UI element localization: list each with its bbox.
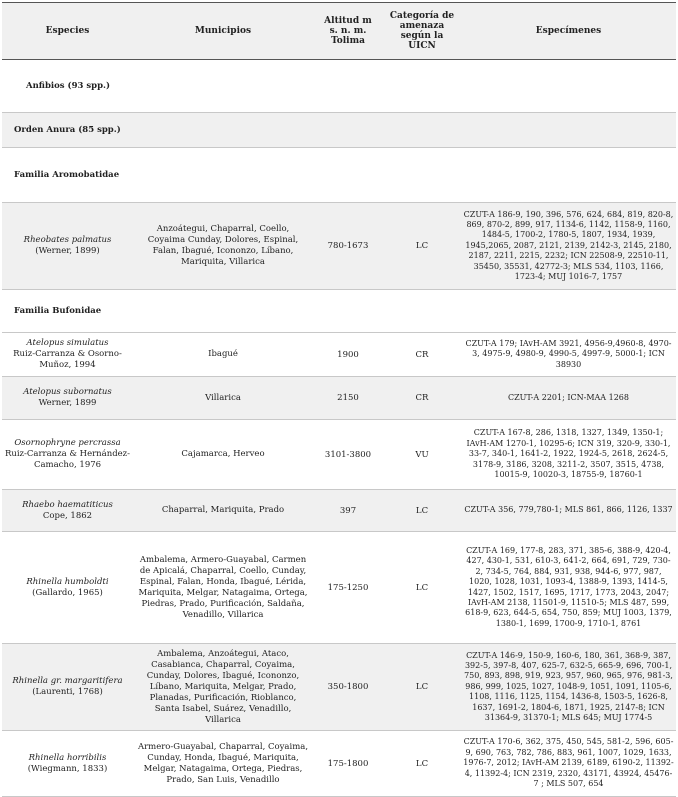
species-cell: [2, 644, 133, 731]
header-municipalities: Municipios: [133, 3, 313, 60]
section-title-bufonidae: Familia Bufonidae: [14, 306, 102, 316]
municipalities-cell: Anzoátegui, Chaparral, Coello, Coyaima Cunday, Dolores, Espinal, Falan, Ibagué, Icononzo, Líbano, Mariquita, Villarica: [133, 203, 313, 290]
header-specimens: Especímenes: [461, 3, 676, 60]
species-name: Rhaebo haematiticus: [22, 499, 113, 510]
species-cell: [2, 490, 133, 532]
species-cell: [2, 420, 133, 490]
table-row: [2, 731, 676, 797]
table-row: [2, 377, 676, 420]
altitude-cell: 780-1673: [313, 203, 383, 290]
municipalities-cell: Ambalema, Armero-Guayabal, Carmen de Apicalá, Chaparral, Coello, Cunday, Espinal, Falan, Honda, Ibagué, Lérida, Mariquita, Melgar, Natagaima, Ortega, Piedras, Prado, Purificación, Saldaña, Venadillo, Villarica: [138, 554, 308, 620]
specimens-cell: CZUT-A 356, 779,780-1; MLS 861, 866, 1126, 1337: [461, 490, 676, 532]
specimens-cell: CZUT-A 146-9, 150-9, 160-6, 180, 361, 368-9, 387, 392-5, 397-8, 407, 625-7, 632-5, 665-9, 696, 700-1, 750, 893, 898, 919, 923, 957, 960, 965, 976, 981-3, 986, 999, 1025, 1027, 1048-9, 1051, 1091, 1105-6, 1108, 1116, 1125, 1154, 1436-8, 1503-5, 1626-8, 1637, 1691-2, 1804-6, 1871, 1925, 2147-8; ICN 31364-9, 31370-1; MLS 645; MUJ 1774-5: [461, 644, 676, 731]
category-cell: LC: [383, 490, 461, 532]
section-title-order: Orden Anura (85 spp.): [2, 113, 676, 148]
specimens-cell: CZUT-A 186-9, 190, 396, 576, 624, 684, 819, 820-8, 869, 870-2, 899, 917, 1134-6, 1142, 1158-9, 1160, 1484-5, 1700-2, 1780-5, 1807, 1934, 1939, 1945,2065, 2087, 2121, 2139, 2142-3, 2145, 2180, 2187, 2211, 2215, 2232; ICN 22508-9, 22510-11, 35450, 35531, 42772-3; MLS 534, 1103, 1166, 1723-4; MUJ 1016-7, 1757: [461, 203, 676, 290]
specimens-cell: CZUT-A 2201; ICN-MAA 1268: [461, 377, 676, 420]
species-author: Ruiz-Carranza & Osorno-Muñoz, 1994: [13, 349, 122, 370]
category-cell: VU: [415, 449, 429, 460]
specimens-cell: CZUT-A 167-8, 286, 1318, 1327, 1349, 1350-1; IAvH-AM 1270-1, 10295-6; ICN 319, 320-9, 330-1, 33-7, 340-1, 1641-2, 1922, 1924-5, 2618, 2624-5, 3178-9, 3186, 3208, 3211-2, 3507, 3515, 4738, 10015-9, 10020-3, 18755-9, 18760-1: [466, 428, 671, 480]
altitude-cell: 175-1250: [327, 582, 369, 593]
section-row-bufonidae: [2, 290, 676, 333]
altitude-cell: 1900: [337, 349, 359, 360]
altitude-cell: 397: [313, 490, 383, 532]
species-cell: [2, 532, 133, 644]
section-title-amphibians: Anfibios (93 spp.): [26, 81, 111, 91]
table-header-row: [2, 3, 676, 60]
species-name: Rhinella horribilis: [28, 752, 107, 763]
table-row: [2, 203, 676, 290]
section-title-aromobatidae: Familia Aromobatidae: [14, 170, 120, 180]
municipalities-cell: Villarica: [133, 377, 313, 420]
municipalities-cell: Chaparral, Mariquita, Prado: [133, 490, 313, 532]
municipalities-cell: Ibagué: [208, 349, 238, 359]
category-cell: LC: [415, 758, 429, 769]
table-row: [2, 333, 676, 377]
altitude-cell: 2150: [313, 377, 383, 420]
species-author: Ruiz-Carranza & Hernández-Camacho, 1976: [4, 449, 131, 470]
species-name: Rhinella gr. margaritifera: [12, 676, 123, 686]
species-author: (Wiegmann, 1833): [27, 763, 108, 774]
category-cell: LC: [383, 644, 461, 731]
species-name: Rhinella humboldti: [26, 576, 109, 587]
species-cell: [2, 731, 133, 797]
species-name: Rheobates palmatus: [23, 235, 112, 245]
header-altitude: Altitud m s. n. m. Tolima: [313, 3, 383, 60]
municipalities-cell: Cajamarca, Herveo: [181, 449, 265, 459]
header-category: Categoría de amenaza según la UICN: [383, 3, 461, 60]
specimens-cell: CZUT-A 170-6, 362, 375, 450, 545, 581-2, 596, 605-9, 690, 763, 782, 786, 883, 961, 1007, 1029, 1633, 1976-7, 2012; IAvH-AM 2139, 6189, 6190-2, 11392-4, 11392-4; ICN 2319, 2320, 43171, 43924, 45476-7 ; MLS 507, 654: [463, 737, 674, 789]
species-cell: [2, 377, 133, 420]
species-author: (Laurenti, 1768): [32, 687, 103, 697]
species-cell: [2, 203, 133, 290]
species-cell: [2, 333, 133, 377]
species-author: (Gallardo, 1965): [32, 587, 103, 598]
species-name: Osornophryne percrassa: [14, 438, 121, 448]
species-name: Atelopus subornatus: [23, 387, 112, 397]
header-species: Especies: [2, 3, 133, 60]
section-row-order: [2, 113, 676, 148]
altitude-cell: 3101-3800: [324, 449, 372, 460]
species-name: Atelopus simulatus: [26, 338, 109, 348]
species-author: Cope, 1862: [42, 510, 93, 521]
altitude-cell: 175-1800: [327, 758, 369, 769]
section-row-amphibians: [2, 60, 676, 113]
category-cell: LC: [383, 203, 461, 290]
species-author: (Werner, 1899): [35, 246, 100, 256]
category-cell: CR: [383, 377, 461, 420]
municipalities-cell: Armero-Guayabal, Chaparral, Coyaima, Cunday, Honda, Ibagué, Mariquita, Melgar, Natagaima, Ortega, Piedras, Prado, San Luis, Venadillo: [137, 741, 309, 785]
section-row-aromobatidae: [2, 148, 676, 203]
altitude-cell: 350-1800: [313, 644, 383, 731]
table-row: [2, 532, 676, 644]
table-row: [2, 644, 676, 731]
category-cell: LC: [415, 582, 429, 593]
specimens-cell: CZUT-A 169, 177-8, 283, 371, 385-6, 388-9, 420-4, 427, 430-1, 531, 610-3, 641-2, 664, 691, 729, 730-2, 734-5, 764, 884, 931, 938, 944-6, 977, 987, 1020, 1028, 1031, 1093-4, 1388-9, 1393, 1414-5, 1427, 1502, 1517, 1695, 1717, 1773, 2043, 2047; IAvH-AM 2138, 11501-9, 11510-5; MLS 487, 599, 618-9, 623, 644-5, 654, 750, 859; MUJ 1003, 1379, 1380-1, 1699, 1700-9, 1710-1, 8761: [465, 545, 672, 628]
specimens-cell: CZUT-A 179; IAvH-AM 3921, 4956-9,4960-8, 4970-3, 4975-9, 4980-9, 4990-5, 4997-9, 5000-1; ICN 38930: [465, 338, 672, 369]
category-cell: CR: [415, 349, 429, 360]
municipalities-cell: Ambalema, Anzoátegui, Ataco, Casabianca, Chaparral, Coyaima, Cunday, Dolores, Ibagué, Icononzo, Líbano, Mariquita, Melgar, Prado, Planadas, Purificación, Rioblanco, Santa Isabel, Suárez, Venadillo, Villarica: [133, 644, 313, 731]
table-row: [2, 490, 676, 532]
species-table: [2, 2, 676, 797]
species-author: Werner, 1899: [38, 398, 97, 408]
species-table-page: [2, 2, 676, 797]
table-row: [2, 420, 676, 490]
